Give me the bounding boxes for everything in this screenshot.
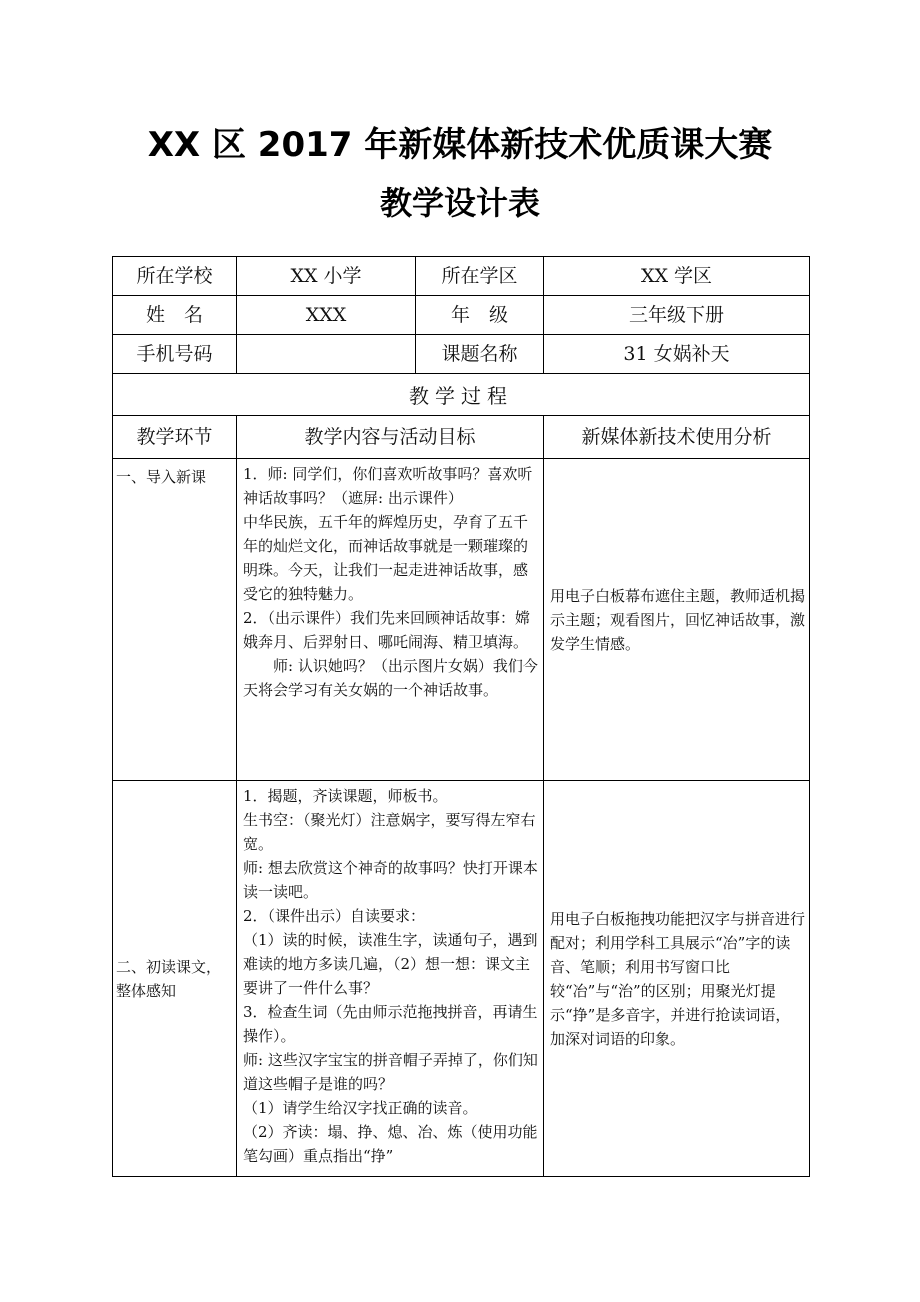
column-header-content: 教学内容与活动目标: [237, 416, 544, 459]
content-paragraph: （1）请学生给汉字找正确的读音。: [243, 1099, 478, 1117]
document-subtitle: 教学设计表: [379, 184, 540, 222]
column-header-analysis: 新媒体新技术使用分析: [544, 416, 810, 459]
process-section-title: 教学过程: [113, 374, 810, 416]
analysis-text: 用电子白板拖拽功能把汉字与拼音进行配对；利用学科工具展示“冶”字的读音、笔顺；利用书写窗口比较“冶”与“治”的区别；用聚光灯提示“挣”是多音字，并进行抢读词语，加深对词语的印象。: [550, 909, 806, 1048]
document-title: XX 区 2017 年新媒体新技术优质课大赛: [147, 125, 773, 165]
phone-value: [237, 335, 416, 374]
content-paragraph: 师: 这些汉字宝宝的拼音帽子弄掉了，你们知道这些帽子是谁的吗？: [243, 1051, 538, 1093]
name-value: XXX: [237, 296, 416, 335]
content-paragraph: 3．检查生词（先由师示范拖拽拼音，再请生操作）。: [243, 1003, 538, 1045]
teaching-design-table: [112, 256, 810, 1177]
grade-label: 年 级: [416, 296, 544, 335]
analysis-cell: [544, 459, 810, 781]
process-header-row: [113, 416, 810, 459]
school-value: XX 小学: [237, 257, 416, 296]
column-header-stage: 教学环节: [113, 416, 237, 459]
info-row-name: [113, 296, 810, 335]
process-section-row: [113, 374, 810, 416]
analysis-cell: [544, 781, 810, 1177]
content-paragraph: 1．师: 同学们，你们喜欢听故事吗？喜欢听神话故事吗？（遮屏: 出示课件）: [243, 465, 533, 507]
stage-cell: 二、初读课文，整体感知: [113, 781, 237, 1177]
grade-value: 三年级下册: [544, 296, 810, 335]
table-row: [113, 459, 810, 781]
district-label: 所在学区: [416, 257, 544, 296]
analysis-text: 用电子白板幕布遮住主题，教师适机揭示主题；观看图片，回忆神话故事，激发学生情感。: [550, 586, 806, 653]
content-cell: [237, 781, 544, 1177]
content-paragraph: 生书空：（聚光灯）注意娲字，要写得左窄右宽。: [243, 811, 536, 853]
school-label: 所在学校: [113, 257, 237, 296]
name-label: 姓 名: [113, 296, 237, 335]
topic-value: 31 女娲补天: [544, 335, 810, 374]
info-row-phone: [113, 335, 810, 374]
info-row-school: [113, 257, 810, 296]
content-paragraph: 2．（课件出示）自读要求：: [243, 907, 426, 925]
content-paragraph: （2）齐读：塌、挣、熄、冶、炼（使用功能笔勾画）重点指出“挣”: [243, 1123, 538, 1165]
content-paragraph: 1．揭题，齐读课题，师板书。: [243, 787, 448, 805]
content-paragraph: （1）读的时候，读准生字，读通句子，遇到难读的地方多读几遍，（2）想一想：课文主要讲了一件什么事？: [243, 931, 538, 997]
phone-label: 手机号码: [113, 335, 237, 374]
stage-cell: 一、导入新课: [113, 459, 237, 781]
content-cell: [237, 459, 544, 781]
content-clip: [243, 784, 539, 1172]
topic-label: 课题名称: [416, 335, 544, 374]
content-paragraph: 2．（出示课件）我们先来回顾神话故事：嫦娥奔月、后羿射日、哪吒闹海、精卫填海。: [243, 609, 531, 651]
table-row: [113, 781, 810, 1177]
content-paragraph: 中华民族，五千年的辉煌历史，孕育了五千年的灿烂文化，而神话故事就是一颗璀璨的明珠。今天，让我们一起走进神话故事，感受它的独特魅力。: [243, 513, 529, 603]
content-paragraph: 师: 想去欣赏这个神奇的故事吗？快打开课本读一读吧。: [243, 859, 538, 901]
district-value: XX 学区: [544, 257, 810, 296]
content-paragraph: 师: 认识她吗？（出示图片女娲）我们今天将会学习有关女娲的一个神话故事。: [243, 657, 538, 699]
